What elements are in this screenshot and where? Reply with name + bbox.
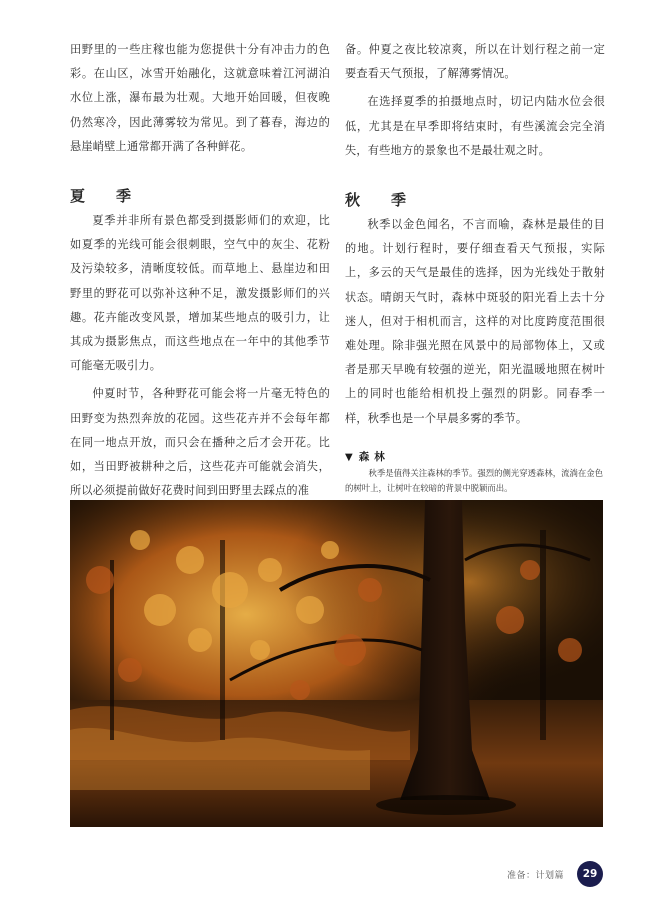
caption-text: 秋季是值得关注森林的季节。强烈的侧光穿透森林，流淌在金色的树叶上，让树叶在较暗的背景中脱颖而出。 [345,467,604,494]
autumn-heading: 秋 季 [345,191,415,210]
tree-roots-shadow [376,795,516,815]
thin-tree-trunk [540,530,546,740]
page-footer [0,860,656,890]
triangle-down-icon: ▼ [345,451,353,463]
thin-tree-trunk [220,540,225,740]
autumn-forest-photo [70,500,603,827]
photo-caption [345,449,605,497]
page-number-badge: 29 [577,861,603,887]
autumn-paragraph: 秋季以金色闻名，不言而喻，森林是最佳的目的地。计划行程时，要仔细查看天气预报，实际上，多云的天气是最佳的选择，因为光线处于散射状态。晴朗天气时，森林中斑驳的阳光看上去十分迷人，但对于相机而言，这样的对比度跨度范围很难处理。除非强光照在风景中的局部物体上，又或者是那天早晚有较强的逆光，阳光温暖地照在树叶上的同时也能给相机投上强烈的阴影。同春季一样，秋季也是一个早晨多雾的季节。 [345,218,605,425]
caption-title [345,449,605,466]
summer-continued-paragraph: 备。仲夏之夜比较凉爽，所以在计划行程之前一定要查看天气预报，了解薄雾情况。 [345,43,605,81]
summer-paragraph-1: 夏季并非所有景色都受到摄影师们的欢迎，比如夏季的光线可能会很刺眼，空气中的灰尘、花粉及污染较多，清晰度较低。而草地上、悬崖边和田野里的野花可以弥补这种不足，激发摄影师们的兴趣。花卉能改变风景，增加某些地点的吸引力，让其成为摄影焦点，而这些地点在一年中的其他季节可能毫无吸引力。 [70,214,330,373]
summer-paragraph-3: 在选择夏季的拍摄地点时，切记内陆水位会很低，尤其是在早季即将结束时，有些溪流会完全消失，有些地方的景象也不是最壮观之时。 [345,95,605,157]
summer-paragraph-2: 仲夏时节，各种野花可能会将一片毫无特色的田野变为热烈奔放的花园。这些花卉并不会每年都在同一地点开放，而只会在播种之后才会开花。比如，当田野被耕种之后，这些花卉可能就会消失，所以必须提前做好花费时间到田野里去踩点的准 [70,387,330,498]
right-column [345,38,605,497]
caption-title-text: 森林 [358,450,390,463]
left-column [70,38,330,503]
intro-paragraph: 田野里的一些庄稼也能为您提供十分有冲击力的色彩。在山区，冰雪开始融化，这就意味着江河湖泊水位上涨，瀑布最为壮观。大地开始回暖，但夜晚仍然寒冷，因此薄雾较为常见。到了暮春，海边的悬崖峭壁上通常都开满了各种鲜花。 [70,43,330,153]
section-label: 准备：计划篇 [506,871,564,881]
summer-heading: 夏 季 [70,187,140,206]
